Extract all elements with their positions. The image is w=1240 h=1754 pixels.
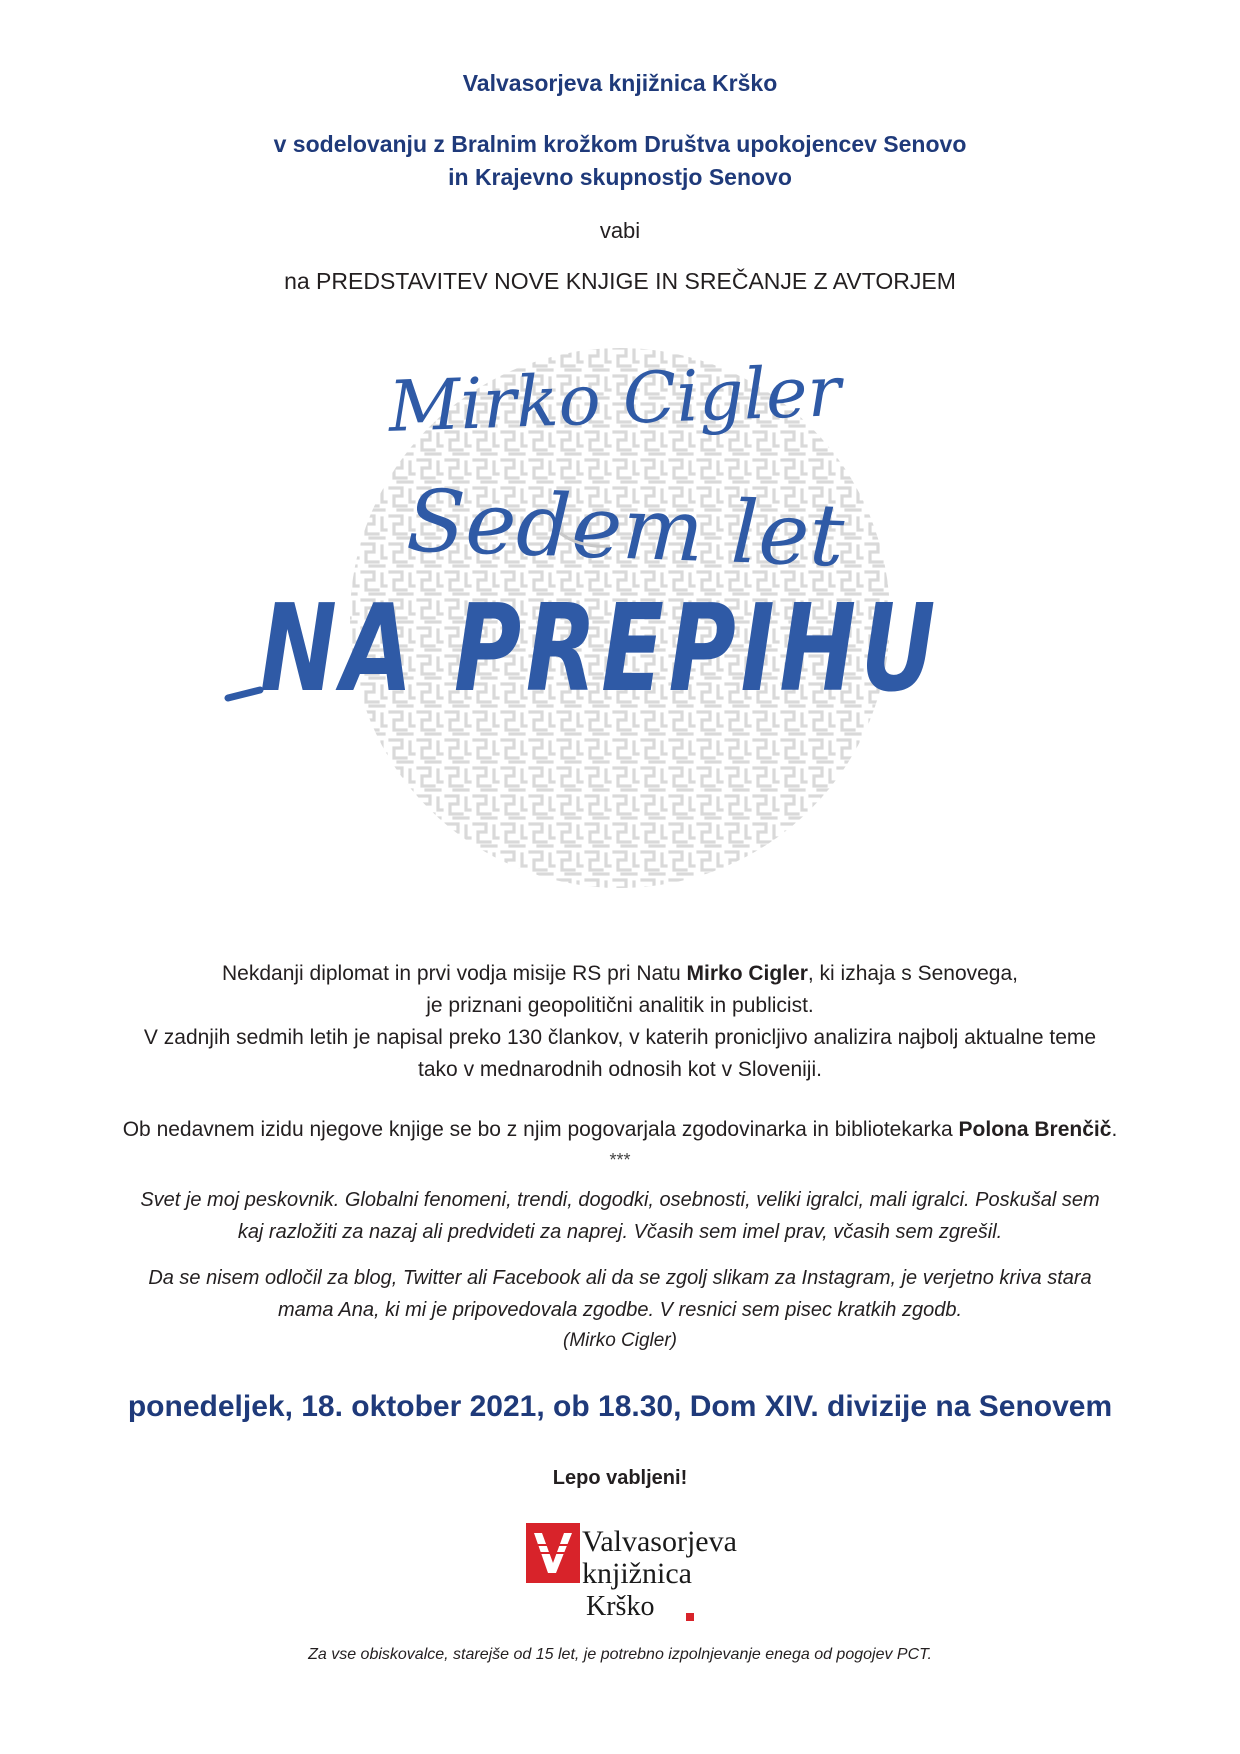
welcome-text: Lepo vabljeni! — [552, 1467, 688, 1489]
separator: *** — [609, 1150, 631, 1170]
description-moderator-line — [0, 1114, 1240, 1146]
description-line-4: tako v mednarodnih odnosih kot v Sloveniji. — [418, 1058, 822, 1081]
description-text: Ob nedavnem izidu njegove knjige se bo z njim pogovarjala zgodovinarka in bibliotekarka — [122, 1118, 959, 1141]
cover-author-script: Mirko Cigler — [387, 350, 843, 448]
cover-title-line-1: Sedem let — [404, 471, 846, 587]
book-cover-artwork — [220, 318, 1020, 928]
description-line-3: V zadnjih sedmih letih je napisal preko 130 člankov, v katerih pronicljivo analizira najbolj aktualne teme — [143, 1026, 1097, 1049]
description-line-2: je priznani geopolitični analitik in publicist. — [426, 994, 814, 1017]
logo-text-line-2: knjižnica — [582, 1557, 692, 1590]
cooperation-line-2: in Krajevno skupnostjo Senovo — [448, 164, 792, 190]
quote-line-2: kaj razložiti za nazaj ali predvideti za naprej. Včasih sem imel prav, včasih sem zgrešil. — [237, 1221, 1003, 1243]
organizer-name: Valvasorjeva knjižnica Krško — [462, 70, 778, 96]
description-text: , ki izhaja s Senovega, — [807, 962, 1018, 985]
moderator-name: Polona Brenčič — [958, 1118, 1112, 1141]
footer-note: Za vse obiskovalce, starejše od 15 let, je potrebno izpolnjevanje enega od pogojev PCT. — [308, 1646, 932, 1663]
quote-author: (Mirko Cigler) — [563, 1330, 677, 1351]
cooperation-line-1: v sodelovanju z Bralnim krožkom Društva upokojencev Senovo — [273, 131, 967, 157]
logo-text-line-1: Valvasorjeva — [582, 1525, 737, 1558]
event-type: na PREDSTAVITEV NOVE KNJIGE IN SREČANJE Z AVTORJEM — [284, 268, 956, 294]
cooperation-text — [0, 128, 1240, 194]
quote-line-1: Svet je moj peskovnik. Globalni fenomeni, trendi, dogodki, osebnosti, veliki igralci, mali igralci. Poskušal sem — [140, 1189, 1100, 1211]
description-line-1 — [0, 958, 1240, 990]
quote-line-3: Da se nisem odločil za blog, Twitter ali Facebook ali da se zgolj slikam za Instagram, je verjetno kriva stara — [148, 1267, 1092, 1289]
library-logo-mark-icon — [526, 1523, 580, 1583]
description-text: . — [1111, 1118, 1118, 1141]
logo-dot — [686, 1613, 694, 1621]
quote-line-4: mama Ana, ki mi je pripovedovala zgodbe. V resnici sem pisec kratkih zgodb. — [277, 1299, 963, 1321]
invites-text: vabi — [599, 218, 641, 243]
cover-title-line-2: NA PREPIHU — [260, 580, 940, 719]
library-logo — [526, 1523, 737, 1623]
book-description — [0, 958, 1240, 1146]
author-name: Mirko Cigler — [686, 962, 808, 985]
logo-text-line-3: Krško — [586, 1591, 655, 1622]
author-quote — [0, 1184, 1240, 1340]
description-text: Nekdanji diplomat in prvi vodja misije RS pri Natu — [221, 962, 687, 985]
event-date-location: ponedeljek, 18. oktober 2021, ob 18.30, Dom XIV. divizije na Senovem — [127, 1390, 1113, 1423]
